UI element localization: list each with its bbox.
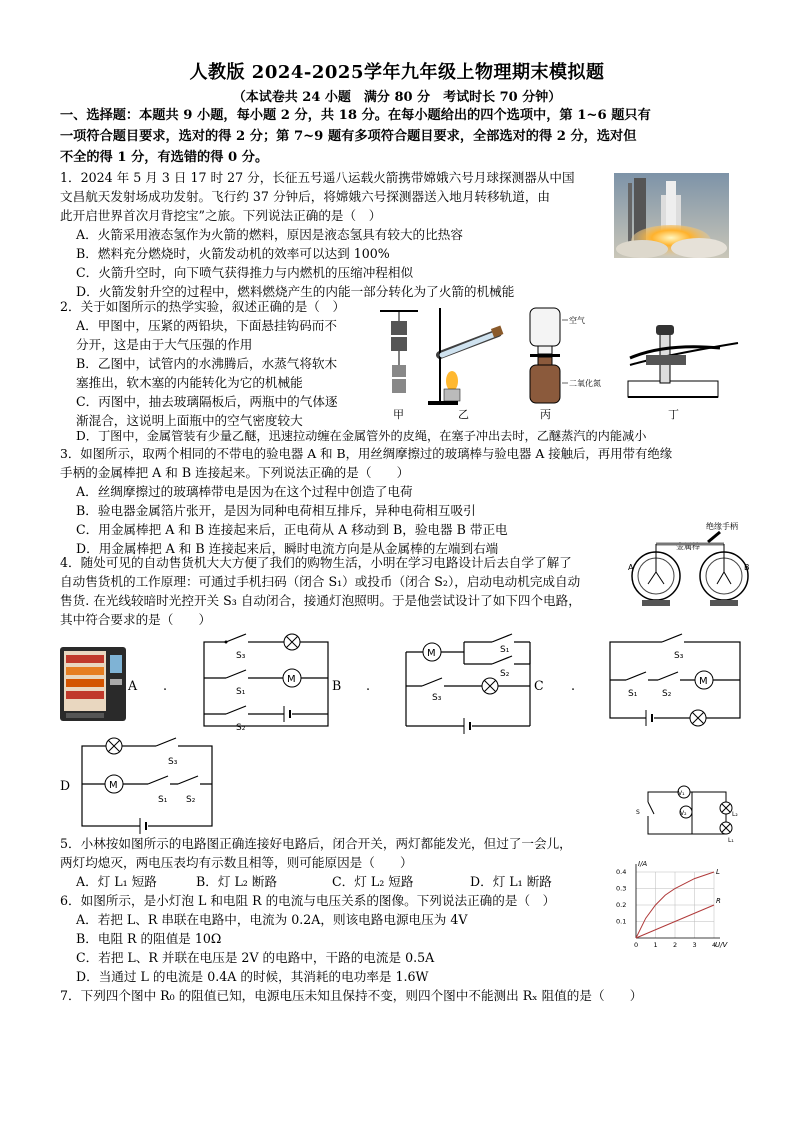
vending-machine-photo [58,645,128,723]
switch-s2-label: S₂ [662,689,672,699]
x-tick-label: 3 [692,941,697,949]
q5-option-b: B．灯 L₂ 断路 [196,874,278,889]
circuit-b [402,632,534,732]
ether-tube-figure [628,325,738,397]
q2-option-c: C．丙图中，抽去玻璃隔板后，两瓶中的气体逐 [76,394,338,409]
q3-option-c: C．用金属棒把 A 和 B 连接起来后，正电荷从 A 移动到 B，验电器 B 带正电 [76,522,508,537]
q4-option-a-label: A [128,678,138,693]
q2-stem: 2．关于如图所示的热学实验，叙述正确的是（ ） [60,299,346,314]
switch-s3-label: S₃ [168,757,178,767]
handle-label: 绝缘手柄 [706,522,738,531]
q4-dot: . [163,678,168,693]
q2-option-a: A．甲图中，压紧的两铅块，下面悬挂钩码而不 [76,318,337,333]
q5-stem: 两灯均熄灭，两电压表均有示数且相等，则可能原因是（ ） [60,855,413,870]
chart-x-label: U/V [715,941,728,949]
switch-s2-label: S₂ [500,669,510,679]
test-tube-figure [428,308,503,405]
l2-label: L₂ [732,811,738,818]
chart-series [636,868,721,938]
electroscope-b-label: B [744,563,750,572]
q4-option-c-label: C [534,678,544,693]
lead-block-figure [380,311,418,393]
section-line: 不全的得 1 分，有选错的得 0 分。 [60,150,269,165]
motor-label: M [427,648,436,659]
switch-s3-label: S₃ [674,651,684,661]
v2-label: V₂ [680,810,687,817]
q5-circuit [632,784,742,844]
y-tick-label: 0.1 [616,917,627,926]
iu-chart [614,858,726,950]
x-tick-label: 0 [634,941,639,949]
page-title: 人教版 2024-2025学年九年级上物理期末模拟题 [189,62,605,83]
q5-option-c: C．灯 L₂ 短路 [332,874,414,889]
q1-option-c: C．火箭升空时，向下喷气获得推力与内燃机的压缩冲程相似 [76,265,414,280]
q1-stem: 此开启世界首次月背挖宝”之旅。下列说法正确的是（ ） [60,208,382,223]
q3-option-b: B．验电器金属箔片张开，是因为同种电荷相互排斥，异种电荷相互吸引 [76,503,476,518]
fig-label-yi: 乙 [458,408,469,421]
q4-stem: 售货. 在光线较暗时光控开关 S₃ 自动闭合，接通灯泡照明。于是他尝试设计了如下四个电路， [60,593,581,608]
q2-option-b: B．乙图中，试管内的水沸腾后，水蒸气将软木 [76,356,338,371]
switch-s1-label: S₁ [236,687,246,697]
fig-label-jia: 甲 [393,408,404,421]
q2-option-c-cont: 渐混合，这说明上面瓶中的空气密度较大 [76,413,303,428]
q2-option-a-cont: 分开，这是由于大气压强的作用 [76,337,253,352]
gas-bottles-figure [530,308,601,403]
q2-figures [380,303,750,425]
l1-label: L₁ [728,837,734,844]
v1-label: V₁ [678,790,685,797]
circuit-a [200,630,330,733]
q3-stem: 3．如图所示，取两个相同的不带电的验电器 A 和 B，用丝绸摩擦过的玻璃棒与验电器 A 接触后，再用带有绝缘 [60,446,673,461]
circuit-d [78,734,218,834]
q1-option-a: A．火箭采用液态氢作为火箭的燃料，原因是液态氢具有较大的比热容 [76,227,463,242]
electroscope-a-label: A [628,563,634,572]
switch-label: S [636,809,640,816]
section-line: 一、选择题：本题共 9 小题，每小题 2 分，共 18 分。在每小题给出的四个选项中，第 1~6 题只有 [60,108,651,123]
x-tick-label: 1 [653,941,658,949]
x-tick-label: 4 [712,941,717,949]
q4-stem: 自动售货机的工作原理：可通过手机扫码（闭合 S₁）或投币（闭合 S₂），启动电动机完成自动 [60,574,581,589]
q6-option-d: D．当通过 L 的电流是 0.4A 的时候，其消耗的电功率是 1.6W [76,969,429,984]
fig-label-bing: 丙 [540,408,551,421]
svg-text:M: M [109,780,118,791]
q6-stem: 6．如图所示，是小灯泡 L 和电阻 R 的电流与电压关系的图像。下列说法正确的是（ ） [60,893,556,908]
switch-s1-label: S₁ [500,645,510,655]
rod-label: 金属棒 [676,542,700,551]
chart-y-label: I/A [638,860,648,868]
fig-label-ding: 丁 [668,408,679,421]
q1-option-b: B．燃料充分燃烧时，火箭发动机的效率可以达到 100% [76,246,390,261]
q2-option-d: D．丁图中，金属管装有少量乙醚，迅速拉动缠在金属管外的皮绳，在塞子冲出去时，乙醚蒸汽的内能减小 [76,429,647,443]
series-label-L: L [716,868,720,876]
q3-option-d: D．用金属棒把 A 和 B 连接起来后，瞬时电流方向是从金属棒的左端到右端 [76,541,499,556]
switch-s2-label: S₂ [186,795,196,805]
q6-option-a: A．若把 L、R 串联在电路中，电流为 0.2A，则该电路电源电压为 4V [76,912,468,927]
svg-text:M: M [287,674,296,685]
q4-dot: . [571,678,576,693]
q6-option-b: B．电阻 R 的阻值是 10Ω [76,931,222,946]
page-subtitle: （本试卷共 24 小题 满分 80 分 考试时长 70 分钟） [232,90,562,105]
y-tick-label: 0.3 [616,884,627,893]
switch-s2-label: S₂ [236,723,246,733]
q7-stem: 7．下列四个图中 R₀ 的阻值已知，电源电压未知且保持不变，则四个图中不能测出 Rₓ 阻值的是（ ） [60,988,643,1003]
x-tick-label: 2 [673,941,678,949]
q5-option-d: D．灯 L₁ 断路 [470,874,552,889]
switch-s3-label: S₃ [236,651,246,661]
q5-stem: 5．小林按如图所示的电路图正确连接好电路后，闭合开关，两灯都能发光，但过了一会儿， [60,836,572,851]
svg-text:M: M [699,676,708,687]
circuit-c [606,632,746,728]
q4-stem: 其中符合要求的是（ ） [60,612,212,627]
y-tick-label: 0.4 [616,868,627,876]
chart-axes [636,864,720,938]
q4-option-b-label: B [332,678,342,693]
y-tick-label: 0.2 [616,901,627,909]
q5-option-a: A．灯 L₁ 短路 [76,874,157,889]
switch-s1-label: S₁ [158,795,168,805]
air-label: 空气 [569,316,585,325]
q4-dot: . [366,678,371,693]
chart-ticks [616,868,716,949]
q2-option-b-cont: 塞推出，软木塞的内能转化为它的机械能 [76,375,303,390]
q3-stem: 手柄的金属棒把 A 和 B 连接起来。下列说法正确的是（ ） [60,465,410,480]
q4-option-d-label: D [60,778,71,793]
series-label-R: R [716,897,721,905]
q1-stem: 文昌航天发射场成功发射。飞行约 37 分钟后，将嫦娥六号探测器送入地月转移轨道，由 [60,189,551,204]
q3-option-a: A．丝绸摩擦过的玻璃棒带电是因为在这个过程中创造了电荷 [76,484,413,499]
q6-option-c: C．若把 L、R 并联在电压是 2V 的电路中，干路的电流是 0.5A [76,950,435,965]
section-header [60,105,750,168]
switch-s3-label: S₃ [432,693,442,703]
no2-label: 二氧化氮 [569,379,601,388]
q1-stem: 1．2024 年 5 月 3 日 17 时 27 分，长征五号遥八运载火箭携带嫦娥六号月球探测器从中国 [60,170,575,185]
chart-grid [636,872,714,938]
electroscope-figure [628,512,750,612]
switch-s1-label: S₁ [628,689,638,699]
section-line: 一项符合题目要求，选对的得 2 分；第 7~9 题有多项符合题目要求，全部选对的得 2 分，选对但 [60,129,637,144]
q1-option-d: D．火箭发射升空的过程中，燃料燃烧产生的内能一部分转化为了火箭的机械能 [76,284,515,299]
rocket-launch-photo [614,173,729,258]
q4-stem: 4．随处可见的自动售货机大大方便了我们的购物生活，小明在学习电路设计后去自学了解了 [60,555,572,570]
